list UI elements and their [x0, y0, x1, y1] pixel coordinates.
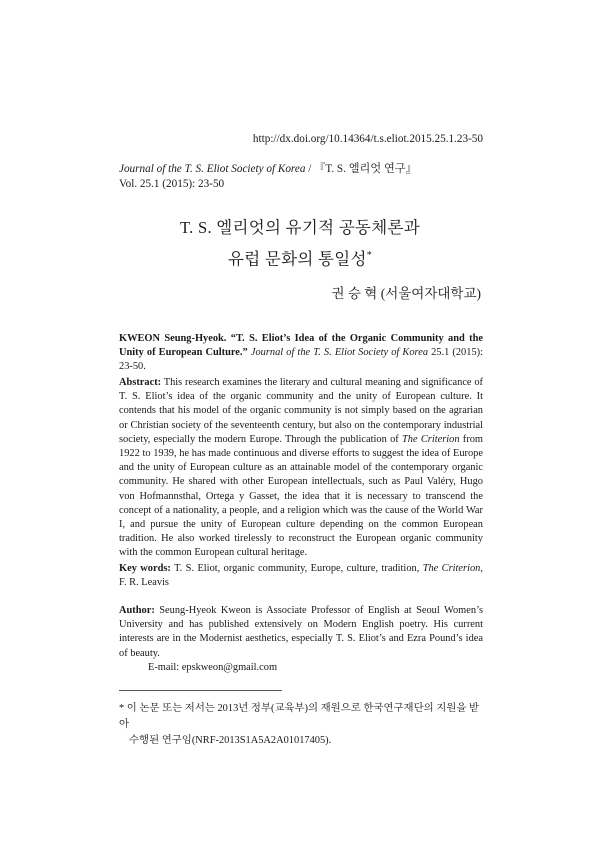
journal-name-ko: / 『T. S. 엘리엇 연구』 [305, 163, 417, 175]
doi-link[interactable]: http://dx.doi.org/10.14364/t.s.eliot.2015.25.1.23-50 [252, 133, 483, 145]
journal-name [119, 162, 417, 177]
author-affiliation: 권 승 혁 (서울여자대학교) [331, 286, 481, 301]
abstract-label: Abstract: [119, 377, 162, 388]
abstract-italic: The Criterion [402, 433, 460, 445]
footnote-line-1 [119, 701, 483, 733]
journal-info [119, 162, 417, 192]
footnote-divider [119, 690, 282, 691]
footnote-line-2: 수행된 연구임(NRF-2013S1A5A2A01017405). [129, 735, 332, 746]
abstract [119, 376, 483, 561]
footnote-marker: * [119, 703, 125, 714]
title-line-2-text: 유럽 문화의 통일성 [227, 249, 367, 269]
title-line-1: T. S. 엘리엇의 유기적 공동체론과 [179, 218, 421, 237]
abstract-text-1: This research examines the literary and cultural meaning and significance of T. S. Eliot’s idea of the organic community and the unity of European culture. It contends that his model of the organic community is not simply based on the agrarian or Christian society of the seventeenth century, but also on the contemporary industrial society, especially the modern Europe. Through the publication of [119, 377, 483, 445]
keywords-text-1: T. S. Eliot, organic community, Europe, culture, tradition, [170, 563, 423, 574]
citation-journal: Journal of the T. S. Eliot Society of Korea [250, 347, 429, 359]
author-email[interactable]: E-mail: epskweon@gmail.com [148, 661, 278, 673]
author-bio-label: Author: [119, 605, 155, 616]
keywords [119, 562, 483, 590]
abstract-text-2: from 1922 to 1939, he has made continuous and diverse efforts to suggest the idea of Europe and the unity of European culture as an attainable model of the contemporary organic community. He shared with other European intellectuals, such as Paul Valéry, Hugo von Hofmannsthal, Ortega y Gasset, the idea that it is necessary to transcend the concept of a nationality, a people, and a religion which was the cause of the World War I, and pursue the unity of European culture depending on the common European tradition. He also worked tirelessly to reconstruct the European organic community with the common European cultural heritage. [119, 433, 483, 559]
keywords-text-2: , F. R. Leavis [119, 563, 483, 589]
journal-name-en: Journal of the T. S. Eliot Society of Korea [119, 163, 306, 175]
citation [119, 332, 483, 375]
journal-volume: Vol. 25.1 (2015): 23-50 [119, 178, 225, 190]
author-bio [119, 604, 483, 675]
title-line-2 [0, 242, 600, 274]
title-footnote-marker: * [366, 250, 373, 261]
citation-lead: KWEON Seung-Hyeok. “T. S. Eliot’s Idea of the Organic Community and the Unity of European Culture.” [119, 333, 483, 359]
paper-title [0, 214, 600, 274]
keywords-label: Key words: [119, 563, 171, 574]
footnote [119, 701, 483, 749]
keywords-italic: The Criterion [422, 563, 481, 574]
citation-rest: 25.1 (2015): 23-50. [119, 347, 483, 373]
author-bio-text: Seung-Hyeok Kweon is Associate Professor of English at Seoul Women’s University and has published extensively on Modern English poetry. His current interests are in the Modernist aesthetics, especially T. S. Eliot’s and Ezra Pound’s idea of beauty. [119, 605, 483, 659]
footnote-text-1: 이 논문 또는 저서는 2013년 정부(교육부)의 재원으로 한국연구재단의 지원을 받아 [119, 703, 479, 730]
